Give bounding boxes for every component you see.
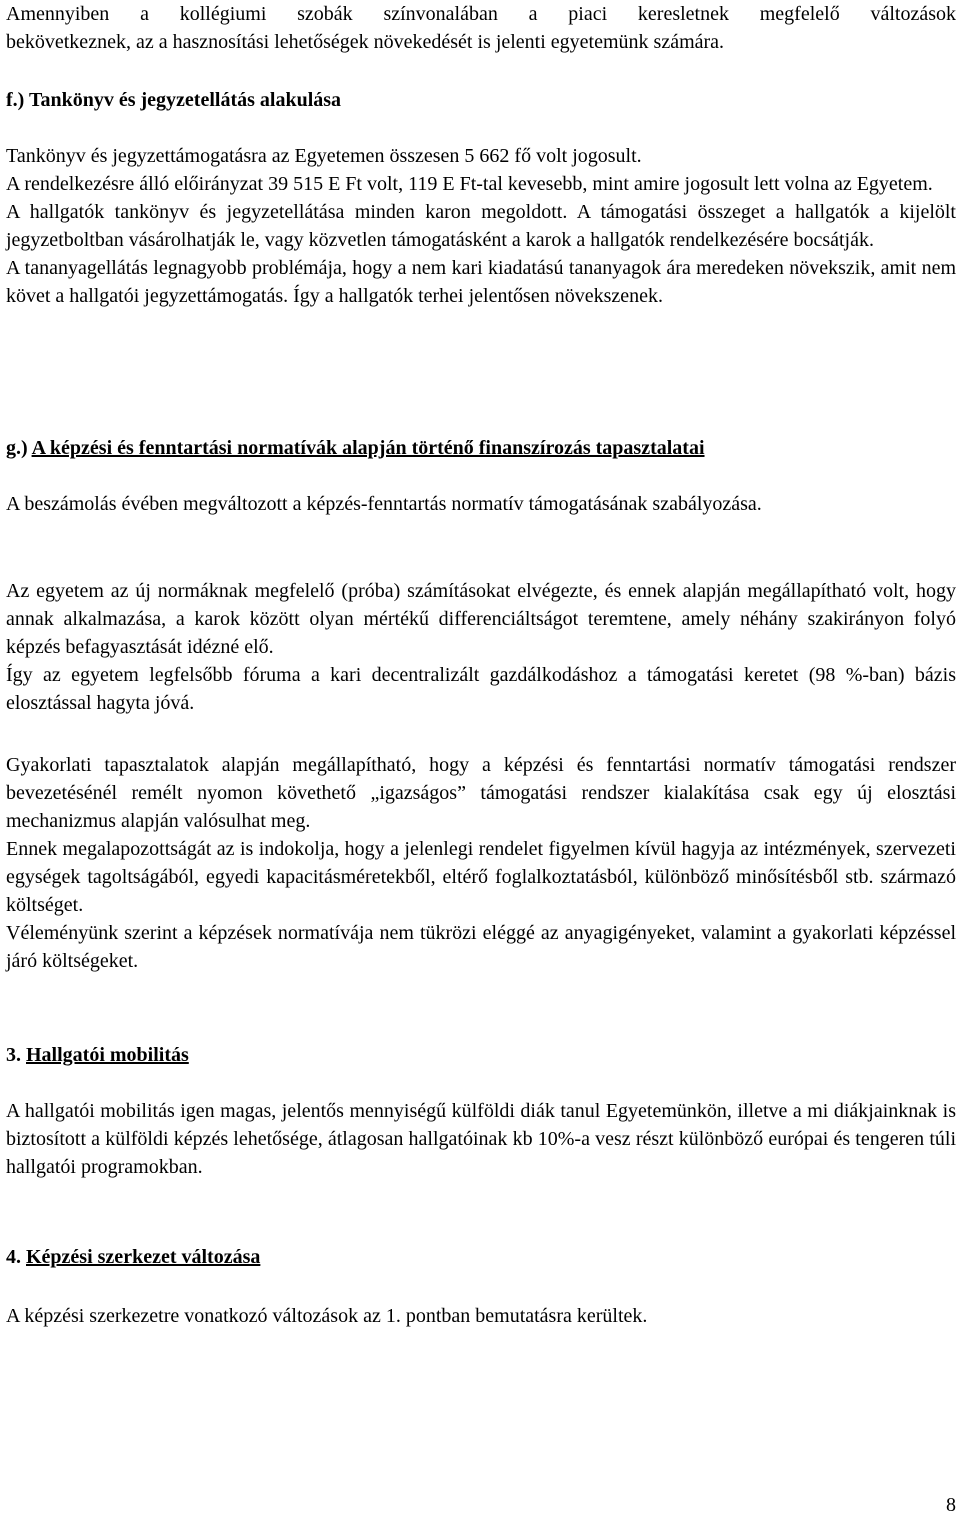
intro-line-2: bekövetkeznek, az a hasznosítási lehetőségek növekedését is jelenti egyetemünk számára. [6,31,725,53]
page-number: 8 [946,1494,956,1516]
section-f-paragraph-4: A tananyagellátás legnagyobb problémája, hogy a nem kari kiadatású tananyagok ára meredeken növekszik, amit nem követ a hallgatói jegyzettámogatás. Így a hallgatók terhei jelentősen növekszenek. [6,257,956,307]
section-g-paragraph-6: Véleményünk szerint a képzések normatívája nem tükrözi eléggé az anyagigényeket, valamint a gyakorlati képzéssel járó költségeket. [6,922,956,972]
section-f-paragraph-3: A hallgatók tankönyv és jegyzetellátása minden karon megoldott. A támogatási összeget a hallgatók a kijelölt jegyzetboltban vásárolhatják le, vagy közvetlen támogatásként a karok a hallgatók rendelkezésére bocsátják. [6,201,956,251]
section-g-paragraph-2: Az egyetem az új normáknak megfelelő (próba) számításokat elvégezte, és ennek alapján megállapítható volt, hogy annak alkalmazása, a karok között olyan mértékű differenciáltságot teremtene, amely néhány szakirányon folyó képzés befagyasztását idézné elő. [6,580,956,658]
section-g-paragraph-4-block [6,751,956,975]
intro-paragraph [6,0,956,56]
section-f-heading-prefix: f.) [6,89,25,111]
section-g-heading [6,434,956,462]
section-3-heading [6,1041,956,1069]
section-4-heading-title: Képzési szerkezet változása [26,1246,261,1268]
section-f-heading [6,86,956,114]
section-g-paragraph-3: Így az egyetem legfelsőbb fóruma a kari decentralizált gazdálkodáshoz a támogatási keretet (98 %-ban) bázis elosztással hagyta jóvá. [6,664,956,714]
section-4-heading [6,1243,956,1271]
section-f-paragraph-1: Tankönyv és jegyzettámogatásra az Egyetemen összesen 5 662 fő volt jogosult. [6,145,642,167]
section-3-paragraph-1: A hallgatói mobilitás igen magas, jelentős mennyiségű külföldi diák tanul Egyetemünkön, illetve a mi diákjainknak is biztosított a külföldi képzés lehetősége, átlagosan hallgatóinak kb 10%-a vesz részt különböző európai és tengeren túli hallgatói programokban. [6,1100,956,1178]
section-3-heading-title: Hallgatói mobilitás [26,1044,189,1066]
section-3-heading-prefix: 3. [6,1044,21,1066]
section-g-paragraph-1: A beszámolás évében megváltozott a képzés-fenntartás normatív támogatásának szabályozása. [6,493,762,515]
document-page [6,0,956,1525]
section-4-paragraph-1: A képzési szerkezetre vonatkozó változások az 1. pontban bemutatásra kerültek. [6,1305,648,1327]
section-f-body [6,142,956,310]
section-g-heading-title: A képzési és fenntartási normatívák alapján történő finanszírozás tapasztalatai [31,437,705,459]
section-3-body [6,1097,956,1181]
section-4-heading-prefix: 4. [6,1246,21,1268]
section-4-body [6,1302,956,1330]
section-g-paragraph-4: Gyakorlati tapasztalatok alapján megállapítható, hogy a képzési és fenntartási normatív támogatási rendszer bevezetésénél remélt nyomon követhető „igazságos” támogatási rendszer kialakítása csak egy új elosztási mechanizmus alapján valósulhat meg. [6,754,956,832]
section-f-heading-title: Tankönyv és jegyzetellátás alakulása [28,89,342,111]
intro-line-1: Amennyiben a kollégiumi szobák színvonalában a piaci keresletnek megfelelő változások [6,3,956,25]
section-g-paragraph-1-block [6,490,956,518]
section-g-paragraph-2-block [6,577,956,717]
section-f-paragraph-2: A rendelkezésre álló előirányzat 39 515 E Ft volt, 119 E Ft-tal kevesebb, mint amire jogosult lett volna az Egyetem. [6,173,933,195]
section-g-paragraph-5: Ennek megalapozottságát az is indokolja, hogy a jelenlegi rendelet figyelmen kívül hagyja az intézmények, szervezeti egységek tagoltságából, egyedi kapacitásméretekből, eltérő foglalkoztatásból, különböző minősítésből stb. származó költséget. [6,838,956,916]
section-g-heading-prefix: g.) [6,437,28,459]
